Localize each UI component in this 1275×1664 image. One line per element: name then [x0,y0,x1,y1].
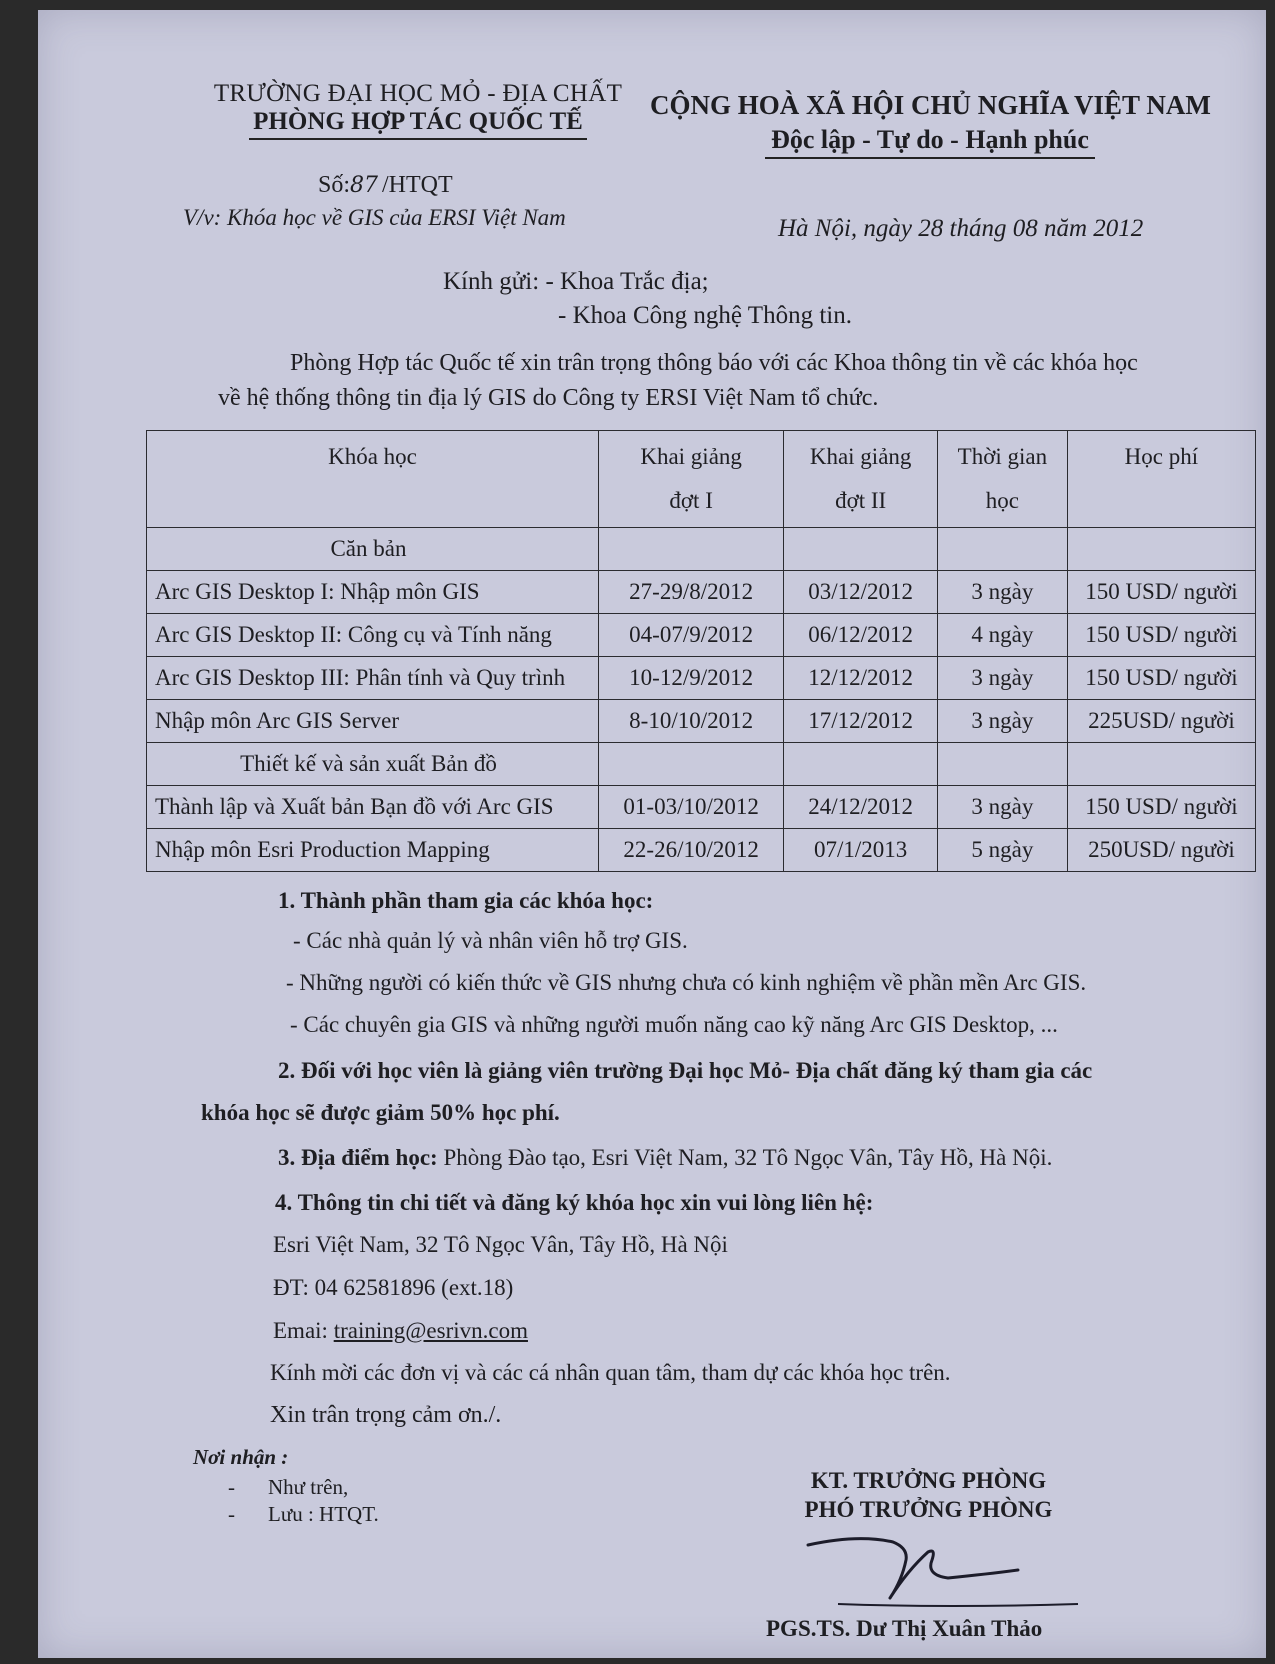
section-1-bullet-3: - Các chuyên gia GIS và những người muốn năng cao kỹ năng Arc GIS Desktop, ... [290,1012,1058,1037]
cell-fee [1067,743,1255,786]
section-2-line-2: khóa học sẽ được giảm 50% học phí. [201,1100,560,1125]
cell-duration [937,743,1067,786]
table-row [147,829,1256,872]
cell-fee: 150 USD/ người [1067,614,1255,657]
course-table [146,430,1256,872]
recipients-footer-item [228,1502,379,1527]
contact-phone: ĐT: 04 62581896 (ext.18) [273,1275,514,1300]
cell-open2: 24/12/2012 [784,786,938,829]
cell-fee: 250USD/ người [1067,829,1255,872]
header-fee: Học phí [1067,431,1255,528]
cell-duration: 5 ngày [937,829,1067,872]
email-label: Emai: [273,1318,334,1343]
cell-duration: 3 ngày [937,700,1067,743]
number-suffix: /HTQT [382,172,453,198]
table-header-row [147,431,1256,528]
issuer-header [188,80,648,140]
cell-course: Arc GIS Desktop III: Phân tính và Quy trình [147,657,599,700]
handwritten-signature [798,1530,1088,1610]
department-name: PHÒNG HỢP TÁC QUỐC TẾ [249,108,587,140]
document-date: Hà Nội, ngày 28 tháng 08 năm 2012 [778,215,1144,242]
cell-open2 [784,743,938,786]
cell-course: Arc GIS Desktop II: Công cụ và Tính năng [147,614,599,657]
cell-open1 [598,743,783,786]
section-1-bullet-2: - Những người có kiến thức về GIS nhưng chưa có kinh nghiệm về phần mền Arc GIS. [286,970,1087,995]
cell-open2: 06/12/2012 [784,614,938,657]
contact-address: Esri Việt Nam, 32 Tô Ngọc Vân, Tây Hồ, Hà Nội [273,1232,728,1257]
cell-course: Arc GIS Desktop I: Nhập môn GIS [147,571,599,614]
thanks-text: Xin trân trọng cảm ơn./. [270,1402,502,1428]
table-row [147,657,1256,700]
cell-duration [937,528,1067,571]
cell-open1: 22-26/10/2012 [598,829,783,872]
cell-fee [1067,528,1255,571]
cell-open2: 12/12/2012 [784,657,938,700]
contact-email-line [273,1318,528,1344]
table-row [147,614,1256,657]
signature-title-2: PHÓ TRƯỞNG PHÒNG [804,1497,1053,1522]
cell-course: Nhập môn Arc GIS Server [147,700,599,743]
recipients-footer-item [228,1475,348,1500]
national-header [650,90,1210,159]
header-open2: Khai giảng đợt II [784,431,938,528]
cell-fee: 150 USD/ người [1067,657,1255,700]
cell-course: Nhập môn Esri Production Mapping [147,829,599,872]
cell-duration: 4 ngày [937,614,1067,657]
table-row [147,571,1256,614]
email-link[interactable]: training@esrivn.com [333,1318,528,1343]
cell-open1 [598,528,783,571]
section-3-label: 3. Địa điểm học: [278,1145,438,1170]
cell-open2: 17/12/2012 [784,700,938,743]
header-duration: Thời gian học [937,431,1067,528]
group-label: Căn bản [147,528,599,571]
intro-line-2: về hệ thống thông tin địa lý GIS do Công ty ERSI Việt Nam tổ chức. [218,385,879,411]
header-open1: Khai giảng đợt I [598,431,783,528]
document-number [318,172,453,199]
section-2-line-1: 2. Đối với học viên là giảng viên trường Đại học Mỏ- Địa chất đăng ký tham gia các [278,1058,1093,1083]
cell-fee: 150 USD/ người [1067,786,1255,829]
dash-marker: - [228,1502,235,1526]
cell-fee: 225USD/ người [1067,700,1255,743]
university-name: TRƯỜNG ĐẠI HỌC MỎ - ĐỊA CHẤT [213,80,623,107]
number-label: Số: [318,172,351,198]
signature-title-1: KT. TRƯỞNG PHÒNG [810,1468,1047,1493]
cell-open2: 03/12/2012 [784,571,938,614]
recipients-footer-item-2: Lưu : HTQT. [268,1502,379,1526]
cell-open1: 04-07/9/2012 [598,614,783,657]
section-4-title: 4. Thông tin chi tiết và đăng ký khóa học xin vui lòng liên hệ: [275,1190,874,1215]
cell-open2: 07/1/2013 [784,829,938,872]
section-1-title: 1. Thành phần tham gia các khóa học: [278,888,654,913]
header-course: Khóa học [147,431,599,528]
cell-duration: 3 ngày [937,657,1067,700]
document-page [38,10,1266,1658]
cell-duration: 3 ngày [937,786,1067,829]
cell-course: Thành lập và Xuất bản Bạn đồ với Arc GIS [147,786,599,829]
table-row [147,743,1256,786]
cell-open1: 10-12/9/2012 [598,657,783,700]
motto: Độc lập - Tự do - Hạnh phúc [765,125,1095,159]
cell-open1: 01-03/10/2012 [598,786,783,829]
cell-open1: 27-29/8/2012 [598,571,783,614]
table-row [147,786,1256,829]
cell-duration: 3 ngày [937,571,1067,614]
subject-line: V/v: Khóa học về GIS của ERSI Việt Nam [183,205,566,230]
intro-line-1: Phòng Hợp tác Quốc tế xin trân trọng thông báo với các Khoa thông tin về các khóa học [290,350,1138,376]
section-3 [278,1145,1052,1171]
country-name: CỘNG HOÀ XÃ HỘI CHỦ NGHĨA VIỆT NAM [650,90,1211,120]
recipient-line-1: Kính gửi: - Khoa Trắc địa; [443,268,709,295]
recipient-line-2: - Khoa Công nghệ Thông tin. [558,302,852,329]
cell-open1: 8-10/10/2012 [598,700,783,743]
recipients-footer-item-1: Như trên, [268,1475,349,1499]
dash-marker: - [228,1475,235,1499]
cell-open2 [784,528,938,571]
cell-fee: 150 USD/ người [1067,571,1255,614]
section-1-bullet-1: - Các nhà quản lý và nhân viên hỗ trợ GIS. [293,928,688,953]
handwritten-number: 87 [350,173,379,198]
group-label: Thiết kế và sản xuất Bản đồ [147,743,599,786]
table-row [147,528,1256,571]
table-row [147,700,1256,743]
invitation-text: Kính mời các đơn vị và các cá nhân quan tâm, tham dự các khóa học trên. [270,1360,951,1385]
signer-name: PGS.TS. Dư Thị Xuân Thảo [766,1616,1043,1641]
section-3-text: Phòng Đào tạo, Esri Việt Nam, 32 Tô Ngọc Vân, Tây Hồ, Hà Nội. [437,1145,1053,1170]
recipients-footer-title: Nơi nhận : [193,1445,289,1469]
